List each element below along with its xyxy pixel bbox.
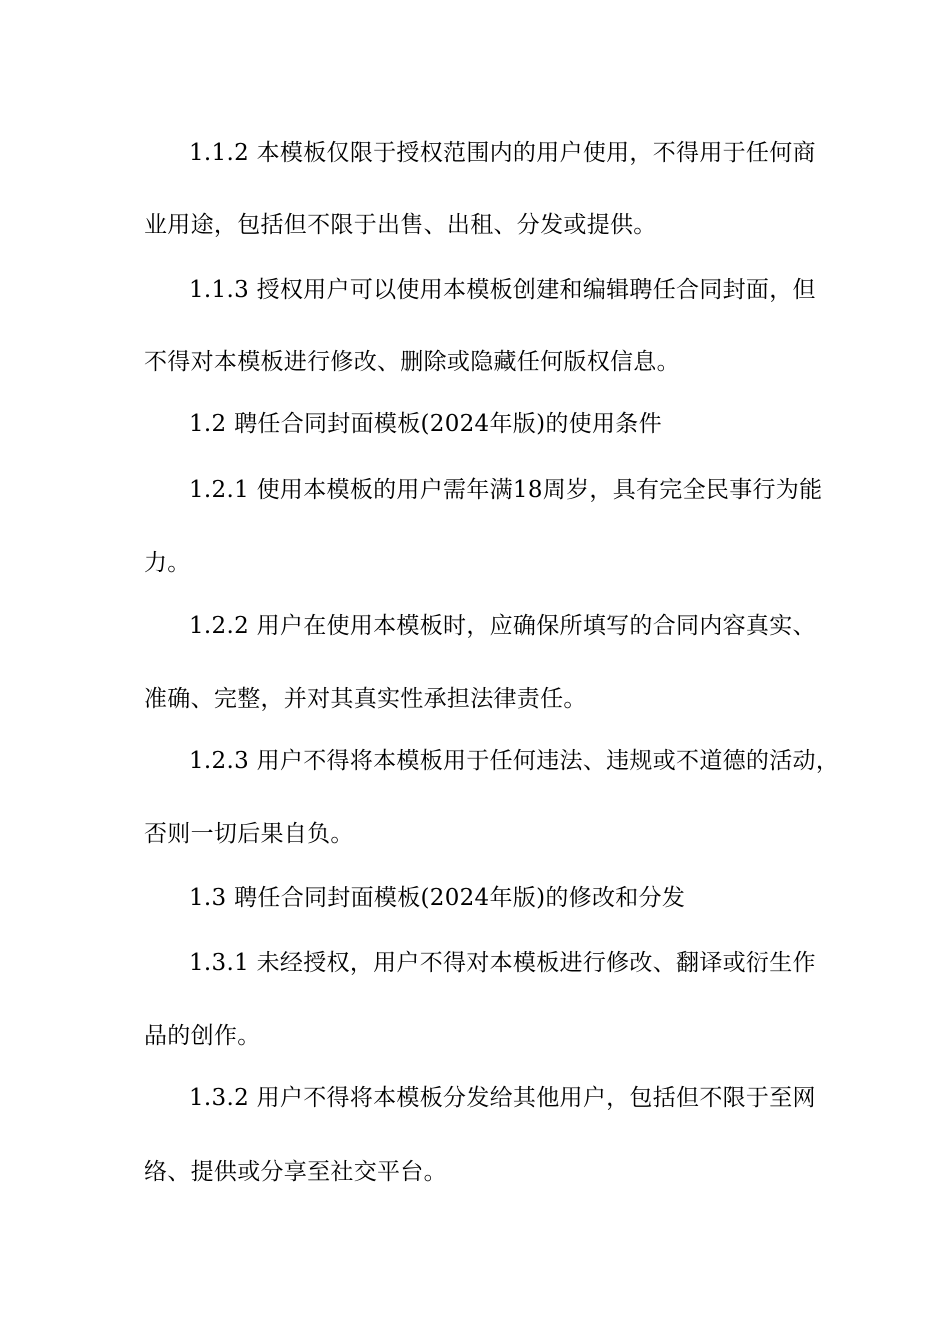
clause-1-3-1-line-1: 1.3.1 未经授权，用户不得对本模板进行修改、翻译或衍生作 [189, 950, 816, 976]
clause-1-1-3-line-1: 1.1.3 授权用户可以使用本模板创建和编辑聘任合同封面，但 [189, 277, 816, 303]
clause-1-3-2-line-1: 1.3.2 用户不得将本模板分发给其他用户，包括但不限于至网 [189, 1085, 816, 1111]
clause-1-2-2-line-1: 1.2.2 用户在使用本模板时，应确保所填写的合同内容真实、 [189, 613, 816, 639]
clause-1-2-3-line-2: 否则一切后果自负。 [144, 821, 354, 847]
clause-1-1-2-line-1: 1.1.2 本模板仅限于授权范围内的用户使用，不得用于任何商 [189, 140, 816, 166]
clause-1-2-2-line-2: 准确、完整，并对其真实性承担法律责任。 [144, 686, 587, 712]
section-1-3-heading: 1.3 聘任合同封面模板(2024年版)的修改和分发 [189, 885, 686, 911]
clause-1-3-1-line-2: 品的创作。 [144, 1023, 261, 1049]
clause-1-3-2-line-2: 络、提供或分享至社交平台。 [144, 1159, 447, 1185]
clause-1-1-2-line-2: 业用途，包括但不限于出售、出租、分发或提供。 [144, 212, 657, 238]
clause-1-1-3-line-2: 不得对本模板进行修改、删除或隐藏任何版权信息。 [144, 349, 680, 375]
clause-1-2-1-line-1: 1.2.1 使用本模板的用户需年满18周岁，具有完全民事行为能 [189, 477, 823, 503]
clause-1-2-3-line-1: 1.2.3 用户不得将本模板用于任何违法、违规或不道德的活动， [189, 748, 840, 774]
section-1-2-heading: 1.2 聘任合同封面模板(2024年版)的使用条件 [189, 411, 662, 437]
clause-1-2-1-line-2: 力。 [144, 550, 191, 576]
